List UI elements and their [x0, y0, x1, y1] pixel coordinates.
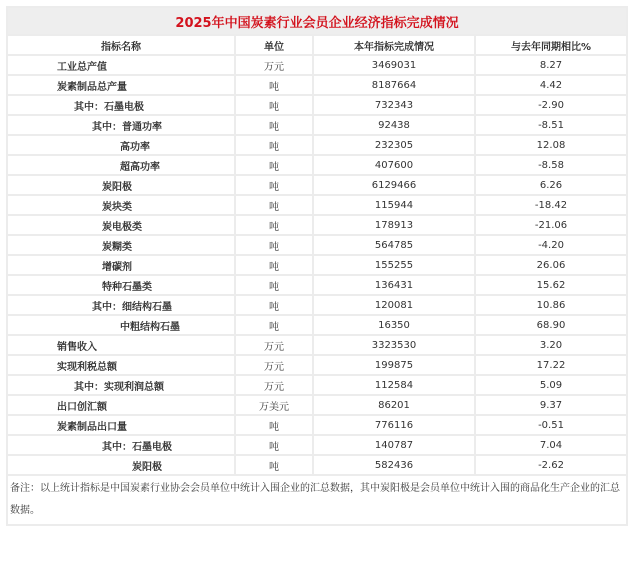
table-row	[7, 175, 627, 195]
table-row	[7, 375, 627, 395]
row-unit: 吨	[235, 215, 313, 235]
row-yoy: 17.22	[475, 355, 627, 375]
table-row	[7, 255, 627, 275]
row-name: 炭素制品总产量	[7, 75, 235, 95]
table-row	[7, 115, 627, 135]
row-unit: 吨	[235, 435, 313, 455]
row-yoy: -4.20	[475, 235, 627, 255]
row-unit: 万元	[235, 335, 313, 355]
row-yoy: 9.37	[475, 395, 627, 415]
row-unit: 吨	[235, 175, 313, 195]
table-row	[7, 315, 627, 335]
row-yoy: 7.04	[475, 435, 627, 455]
row-name: 销售收入	[7, 335, 235, 355]
row-yoy: 15.62	[475, 275, 627, 295]
row-yoy: 3.20	[475, 335, 627, 355]
row-name: 其中：石墨电极	[7, 435, 235, 455]
row-value: 136431	[313, 275, 475, 295]
row-value: 564785	[313, 235, 475, 255]
row-unit: 吨	[235, 235, 313, 255]
row-unit: 万美元	[235, 395, 313, 415]
row-yoy: -2.90	[475, 95, 627, 115]
row-value: 16350	[313, 315, 475, 335]
table-row	[7, 355, 627, 375]
table-row	[7, 295, 627, 315]
row-yoy: 8.27	[475, 55, 627, 75]
row-name: 出口创汇额	[7, 395, 235, 415]
row-yoy: 4.42	[475, 75, 627, 95]
table-row	[7, 435, 627, 455]
row-value: 8187664	[313, 75, 475, 95]
row-name: 炭阳极	[7, 175, 235, 195]
row-value: 140787	[313, 435, 475, 455]
indicator-table	[6, 6, 628, 526]
table-row	[7, 455, 627, 475]
row-name: 炭块类	[7, 195, 235, 215]
row-name: 其中：普通功率	[7, 115, 235, 135]
row-unit: 吨	[235, 295, 313, 315]
header-unit: 单位	[235, 35, 313, 55]
row-name: 实现利税总额	[7, 355, 235, 375]
row-yoy: 5.09	[475, 375, 627, 395]
table-row	[7, 135, 627, 155]
row-value: 86201	[313, 395, 475, 415]
table-row	[7, 415, 627, 435]
table-note: 备注：以上统计指标是中国炭素行业协会会员单位中统计入围企业的汇总数据，其中炭阳极是会员单位中统计入围的商品化生产企业的汇总数据。	[7, 475, 627, 525]
row-unit: 万元	[235, 355, 313, 375]
row-yoy: 12.08	[475, 135, 627, 155]
row-value: 178913	[313, 215, 475, 235]
row-name: 其中：细结构石墨	[7, 295, 235, 315]
row-yoy: -8.51	[475, 115, 627, 135]
row-value: 115944	[313, 195, 475, 215]
table-row	[7, 55, 627, 75]
header-yoy: 与去年同期相比%	[475, 35, 627, 55]
row-value: 6129466	[313, 175, 475, 195]
row-unit: 吨	[235, 275, 313, 295]
row-yoy: -21.06	[475, 215, 627, 235]
row-value: 199875	[313, 355, 475, 375]
row-unit: 吨	[235, 155, 313, 175]
row-name: 其中：实现利润总额	[7, 375, 235, 395]
row-unit: 吨	[235, 95, 313, 115]
row-name: 炭素制品出口量	[7, 415, 235, 435]
row-value: 120081	[313, 295, 475, 315]
row-name: 中粗结构石墨	[7, 315, 235, 335]
table-row	[7, 155, 627, 175]
row-value: 407600	[313, 155, 475, 175]
table-row	[7, 395, 627, 415]
row-value: 582436	[313, 455, 475, 475]
row-unit: 吨	[235, 135, 313, 155]
header-name: 指标名称	[7, 35, 235, 55]
row-yoy: -8.58	[475, 155, 627, 175]
row-yoy: 10.86	[475, 295, 627, 315]
row-value: 112584	[313, 375, 475, 395]
table-row	[7, 95, 627, 115]
row-unit: 吨	[235, 415, 313, 435]
row-value: 732343	[313, 95, 475, 115]
row-unit: 吨	[235, 115, 313, 135]
row-unit: 万元	[235, 375, 313, 395]
row-name: 炭糊类	[7, 235, 235, 255]
row-name: 特种石墨类	[7, 275, 235, 295]
row-yoy: 68.90	[475, 315, 627, 335]
header-value: 本年指标完成情况	[313, 35, 475, 55]
row-name: 炭电极类	[7, 215, 235, 235]
row-name: 工业总产值	[7, 55, 235, 75]
row-unit: 吨	[235, 255, 313, 275]
table-row	[7, 215, 627, 235]
table-title: 2025年中国炭素行业会员企业经济指标完成情况	[7, 7, 627, 35]
table-row	[7, 195, 627, 215]
row-value: 92438	[313, 115, 475, 135]
row-unit: 吨	[235, 195, 313, 215]
row-yoy: 26.06	[475, 255, 627, 275]
table-row	[7, 235, 627, 255]
row-value: 155255	[313, 255, 475, 275]
row-value: 3323530	[313, 335, 475, 355]
row-yoy: 6.26	[475, 175, 627, 195]
row-name: 高功率	[7, 135, 235, 155]
row-unit: 吨	[235, 455, 313, 475]
row-yoy: -18.42	[475, 195, 627, 215]
table-row	[7, 275, 627, 295]
row-name: 增碳剂	[7, 255, 235, 275]
row-name: 炭阳极	[7, 455, 235, 475]
row-yoy: -2.62	[475, 455, 627, 475]
row-value: 776116	[313, 415, 475, 435]
table-row	[7, 335, 627, 355]
row-value: 3469031	[313, 55, 475, 75]
table-row	[7, 75, 627, 95]
row-unit: 吨	[235, 315, 313, 335]
row-unit: 吨	[235, 75, 313, 95]
row-yoy: -0.51	[475, 415, 627, 435]
row-name: 超高功率	[7, 155, 235, 175]
row-name: 其中：石墨电极	[7, 95, 235, 115]
row-value: 232305	[313, 135, 475, 155]
row-unit: 万元	[235, 55, 313, 75]
